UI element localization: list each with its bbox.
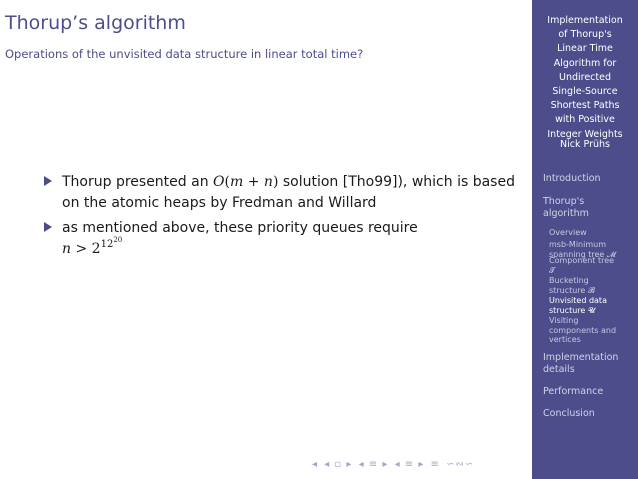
nav-section-thorup[interactable]: Thorup's algorithm (543, 196, 589, 219)
bullet-text: as mentioned above, these priority queues require (62, 220, 418, 236)
bullet-text: solution [Tho99]), which is based on the atomic heaps by Fredman and Willard (62, 174, 515, 211)
nav-subsection-icon[interactable]: ◂ ≡ ▸ (358, 459, 389, 470)
nav-subsection-component[interactable]: Component tree 𝓣 (549, 256, 615, 275)
bullet-triangle-icon (44, 222, 52, 232)
bullet-item (40, 218, 525, 262)
math-n: n (263, 174, 273, 190)
slide-title: Thorup’s algorithm (5, 12, 186, 34)
nav-subsection-msb[interactable]: msb-Minimum spanning tree 𝓜 (549, 240, 616, 259)
slide-subtitle: Operations of the unvisited data structure in linear total time? (5, 47, 364, 61)
nav-subsection-unvisited[interactable]: Unvisited data structure 𝓤 (549, 296, 607, 315)
math-n: n (62, 241, 72, 257)
bullet-triangle-icon (44, 176, 52, 186)
nav-align-icon[interactable]: ≡ (430, 459, 440, 470)
beamer-navigation (312, 459, 476, 470)
math-plus: + (243, 174, 264, 190)
sidebar (532, 0, 638, 479)
math-exponent-exponent: 20 (113, 236, 123, 244)
math-exponent: 12 (100, 239, 114, 250)
math-paren-close: ) (272, 174, 279, 190)
math-greater-two: > 2 (71, 241, 101, 257)
nav-subsection-bucketing[interactable]: Bucketing structure 𝓑 (549, 276, 595, 295)
presentation-title: Implementation of Thorup's Linear Time Algorithm for Undirected Single-Source Shortest Paths with Positive Integer Weights (547, 15, 623, 140)
math-O: O (213, 174, 225, 190)
nav-frame-icon[interactable]: ◂ ▫ ▸ (324, 459, 353, 470)
nav-section-icon[interactable]: ◂ ≡ ▸ (394, 459, 425, 470)
nav-search-icon[interactable]: ∽∾∽ (446, 459, 475, 470)
bullet-text: Thorup presented an (62, 174, 214, 190)
math-paren-open: ( (224, 174, 230, 190)
nav-section-performance[interactable]: Performance (543, 386, 604, 397)
bullet-item (40, 172, 525, 214)
math-m: m (229, 174, 244, 190)
nav-section-introduction[interactable]: Introduction (543, 173, 601, 184)
bullet-list (40, 172, 525, 266)
nav-section-conclusion[interactable]: Conclusion (543, 408, 595, 419)
author-name: Nick Prühs (560, 139, 610, 150)
nav-subsection-overview[interactable]: Overview (549, 228, 587, 237)
nav-subsection-visiting[interactable]: Visiting components and vertices (549, 316, 617, 344)
nav-first-icon[interactable]: ◂ (312, 459, 319, 470)
nav-section-implementation[interactable]: Implementation details (543, 352, 619, 375)
